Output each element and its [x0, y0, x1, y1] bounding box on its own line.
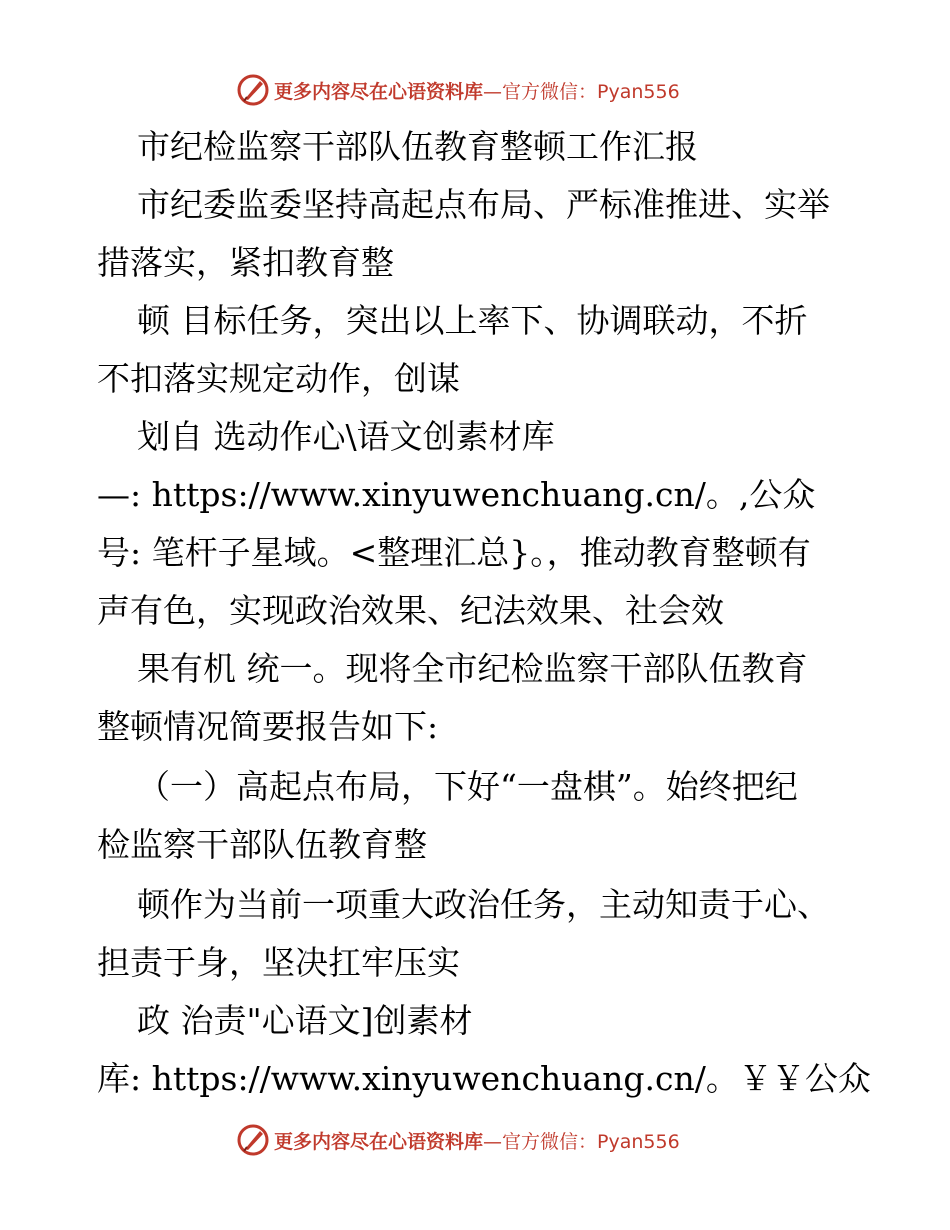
banner-dash: — [483, 1130, 503, 1153]
banner-label: 官方微信： [502, 1130, 598, 1153]
doc-line: 划自 选动作心\语文创素材库 [137, 417, 555, 456]
banner-text [274, 1127, 680, 1154]
doc-line: 果有机 统一。现将全市纪检监察干部队伍教育 [137, 649, 808, 688]
banner-prefix: 更多内容尽在心语资料库 [274, 80, 484, 103]
doc-line: （一）高起点布局，下好“一盘棋”。始终把纪 [137, 767, 798, 806]
doc-line: 顿作为当前一项重大政治任务，主动知责于心、 [137, 885, 830, 924]
quill-logo-icon [236, 1123, 270, 1157]
doc-line: 库: https://www.xinyuwenchuang.cn/。￥￥公众 [97, 1059, 871, 1098]
doc-line: 不扣落实规定动作，创谋 [97, 359, 460, 398]
banner-dash: — [483, 80, 503, 103]
doc-line: —: https://www.xinyuwenchuang.cn/。,公众 [97, 475, 816, 514]
doc-line: 市纪委监委坚持高起点布局、严标准推进、实举 [137, 185, 830, 224]
doc-line: 顿 目标任务，突出以上率下、协调联动，不折 [137, 301, 808, 340]
doc-line: 检监察干部队伍教育整 [97, 825, 427, 864]
banner-prefix: 更多内容尽在心语资料库 [274, 1130, 484, 1153]
footer-banner [236, 1122, 716, 1158]
banner-handle: Pyan556 [597, 80, 680, 103]
banner-label: 官方微信： [502, 80, 598, 103]
doc-line: 声有色，实现政治效果、纪法效果、社会效 [97, 591, 724, 630]
doc-line: 措落实，紧扣教育整 [97, 243, 394, 282]
doc-title: 市纪检监察干部队伍教育整顿工作汇报 [137, 127, 698, 166]
banner-handle: Pyan556 [597, 1130, 680, 1153]
doc-line: 整顿情况简要报告如下: [97, 707, 439, 746]
doc-line: 号: 笔杆子星域。<整理汇总}。，推动教育整顿有 [97, 533, 811, 572]
doc-line: 政 治责"心语文]创素材 [137, 1001, 473, 1040]
doc-line: 担责于身，坚决扛牢压实 [97, 943, 460, 982]
